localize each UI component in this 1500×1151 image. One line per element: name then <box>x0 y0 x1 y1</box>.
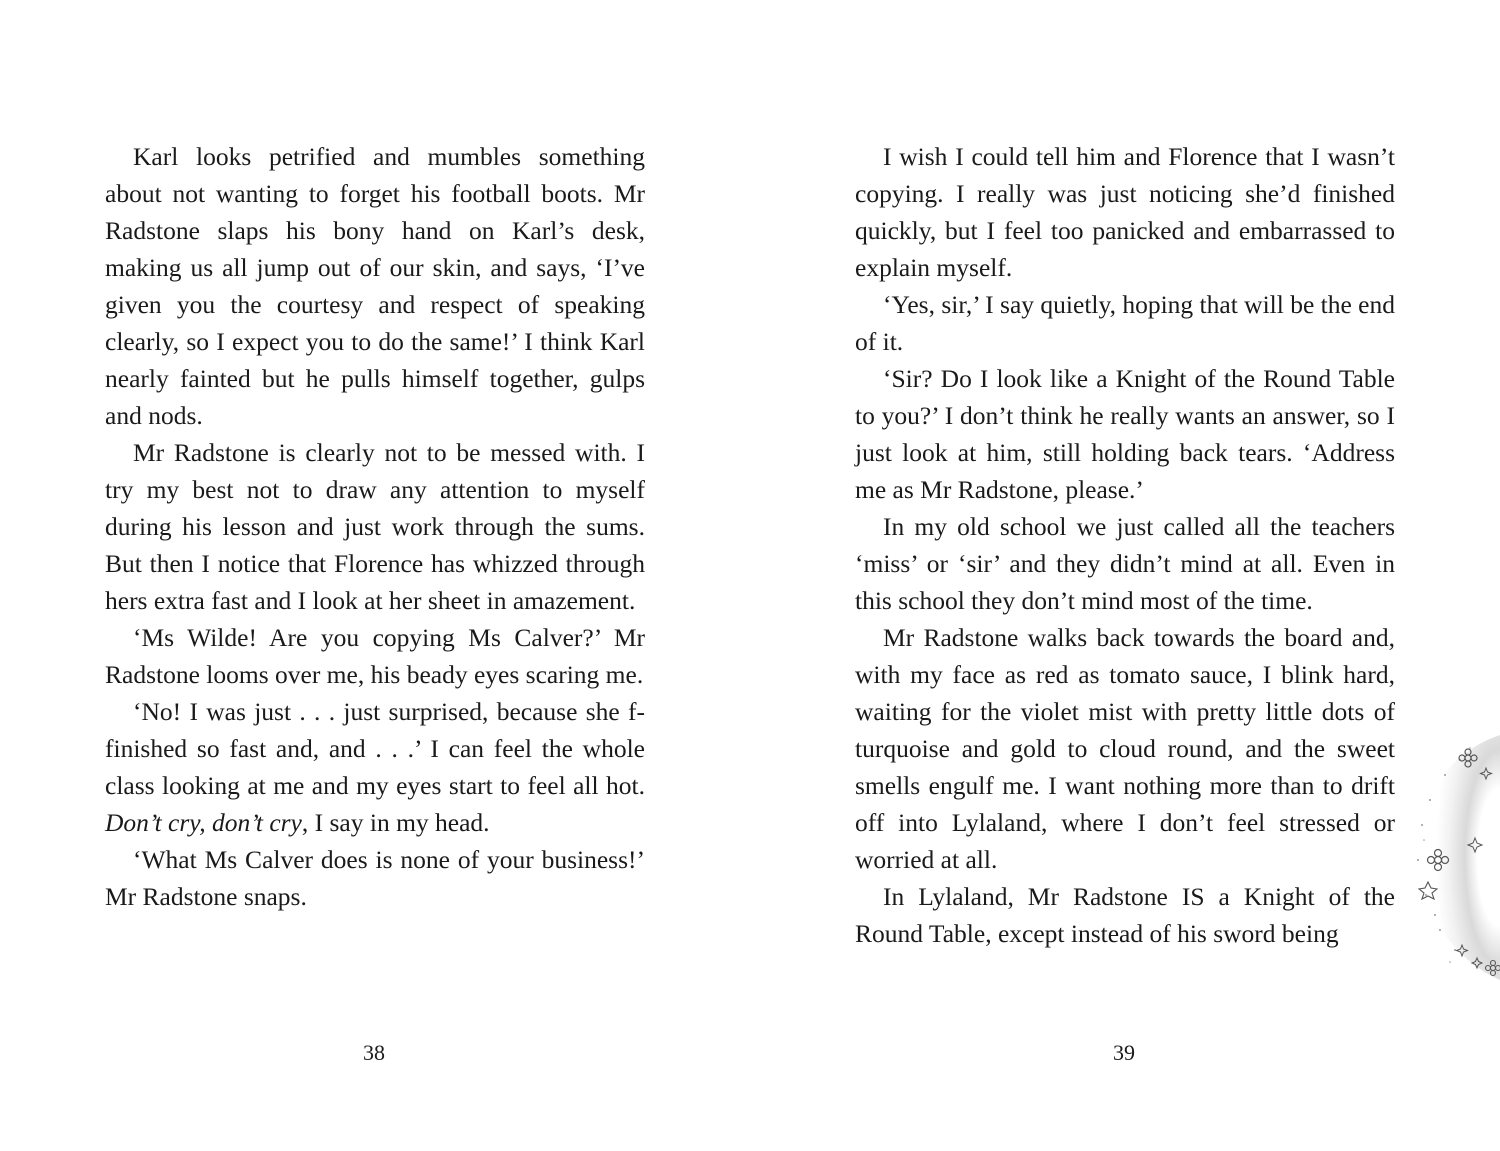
text-run: ‘Ms Wilde! Are you copying Ms Calver?’ Mr Radstone looms over me, his beady eyes scaring me. <box>105 623 645 689</box>
paragraph <box>855 878 1395 952</box>
paragraph <box>855 286 1395 360</box>
paragraph <box>105 841 645 915</box>
right-page <box>855 138 1395 952</box>
text-run: ‘No! I was just . . . just surprised, because she f-finished so fast and, and . . .’ I can feel the whole class looking at me and my eyes start to feel all hot. <box>105 697 645 800</box>
paragraph <box>855 360 1395 508</box>
text-run: ‘Yes, sir,’ I say quietly, hoping that will be the end of it. <box>855 290 1395 356</box>
left-page <box>105 138 645 915</box>
page-number-left: 38 <box>363 1040 385 1065</box>
text-run: In Lylaland, Mr Radstone IS a Knight of the Round Table, except instead of his sword being <box>855 882 1395 948</box>
paragraph <box>855 619 1395 878</box>
right-page-text <box>855 138 1395 952</box>
text-run: Mr Radstone walks back towards the board and, with my face as red as tomato sauce, I blink hard, waiting for the violet mist with pretty little dots of turquoise and gold to cloud round, and the sweet smells engulf me. I want nothing more than to drift off into Lylaland, where I don’t feel stressed or worried at all. <box>855 623 1395 874</box>
paragraph <box>855 138 1395 286</box>
text-run: In my old school we just called all the teachers ‘miss’ or ‘sir’ and they didn’t mind at all. Even in this school they don’t mind most of the time. <box>855 512 1395 615</box>
page-number-right: 39 <box>1113 1040 1135 1065</box>
text-run: Karl looks petrified and mumbles something about not wanting to forget his football boots. Mr Radstone slaps his bony hand on Karl’s desk, making us all jump out of our skin, and says, ‘I’ve given you the courtesy and respect of speaking clearly, so I expect you to do the same!’ I think Karl nearly fainted but he pulls himself together, gulps and nods. <box>105 142 645 430</box>
italic-text: Don’t cry, don’t cry <box>105 808 302 837</box>
text-run: Mr Radstone is clearly not to be messed with. I try my best not to draw any attention to myself during his lesson and just work through the sums. But then I notice that Florence has whizzed through hers extra fast and I look at her sheet in amazement. <box>105 438 645 615</box>
paragraph <box>855 508 1395 619</box>
text-run: ‘What Ms Calver does is none of your business!’ Mr Radstone snaps. <box>105 845 645 911</box>
text-run: I wish I could tell him and Florence that I wasn’t copying. I really was just noticing she’d finished quickly, but I feel too panicked and embarrassed to explain myself. <box>855 142 1395 282</box>
paragraph <box>105 138 645 434</box>
text-run: ‘Sir? Do I look like a Knight of the Round Table to you?’ I don’t think he really wants an answer, so I just look at him, still holding back tears. ‘Address me as Mr Radstone, please.’ <box>855 364 1395 504</box>
paragraph <box>105 693 645 841</box>
text-run: , I say in my head. <box>301 808 490 837</box>
left-page-text <box>105 138 645 915</box>
paragraph <box>105 619 645 693</box>
paragraph <box>105 434 645 619</box>
swirl-ornament <box>1400 730 1500 990</box>
